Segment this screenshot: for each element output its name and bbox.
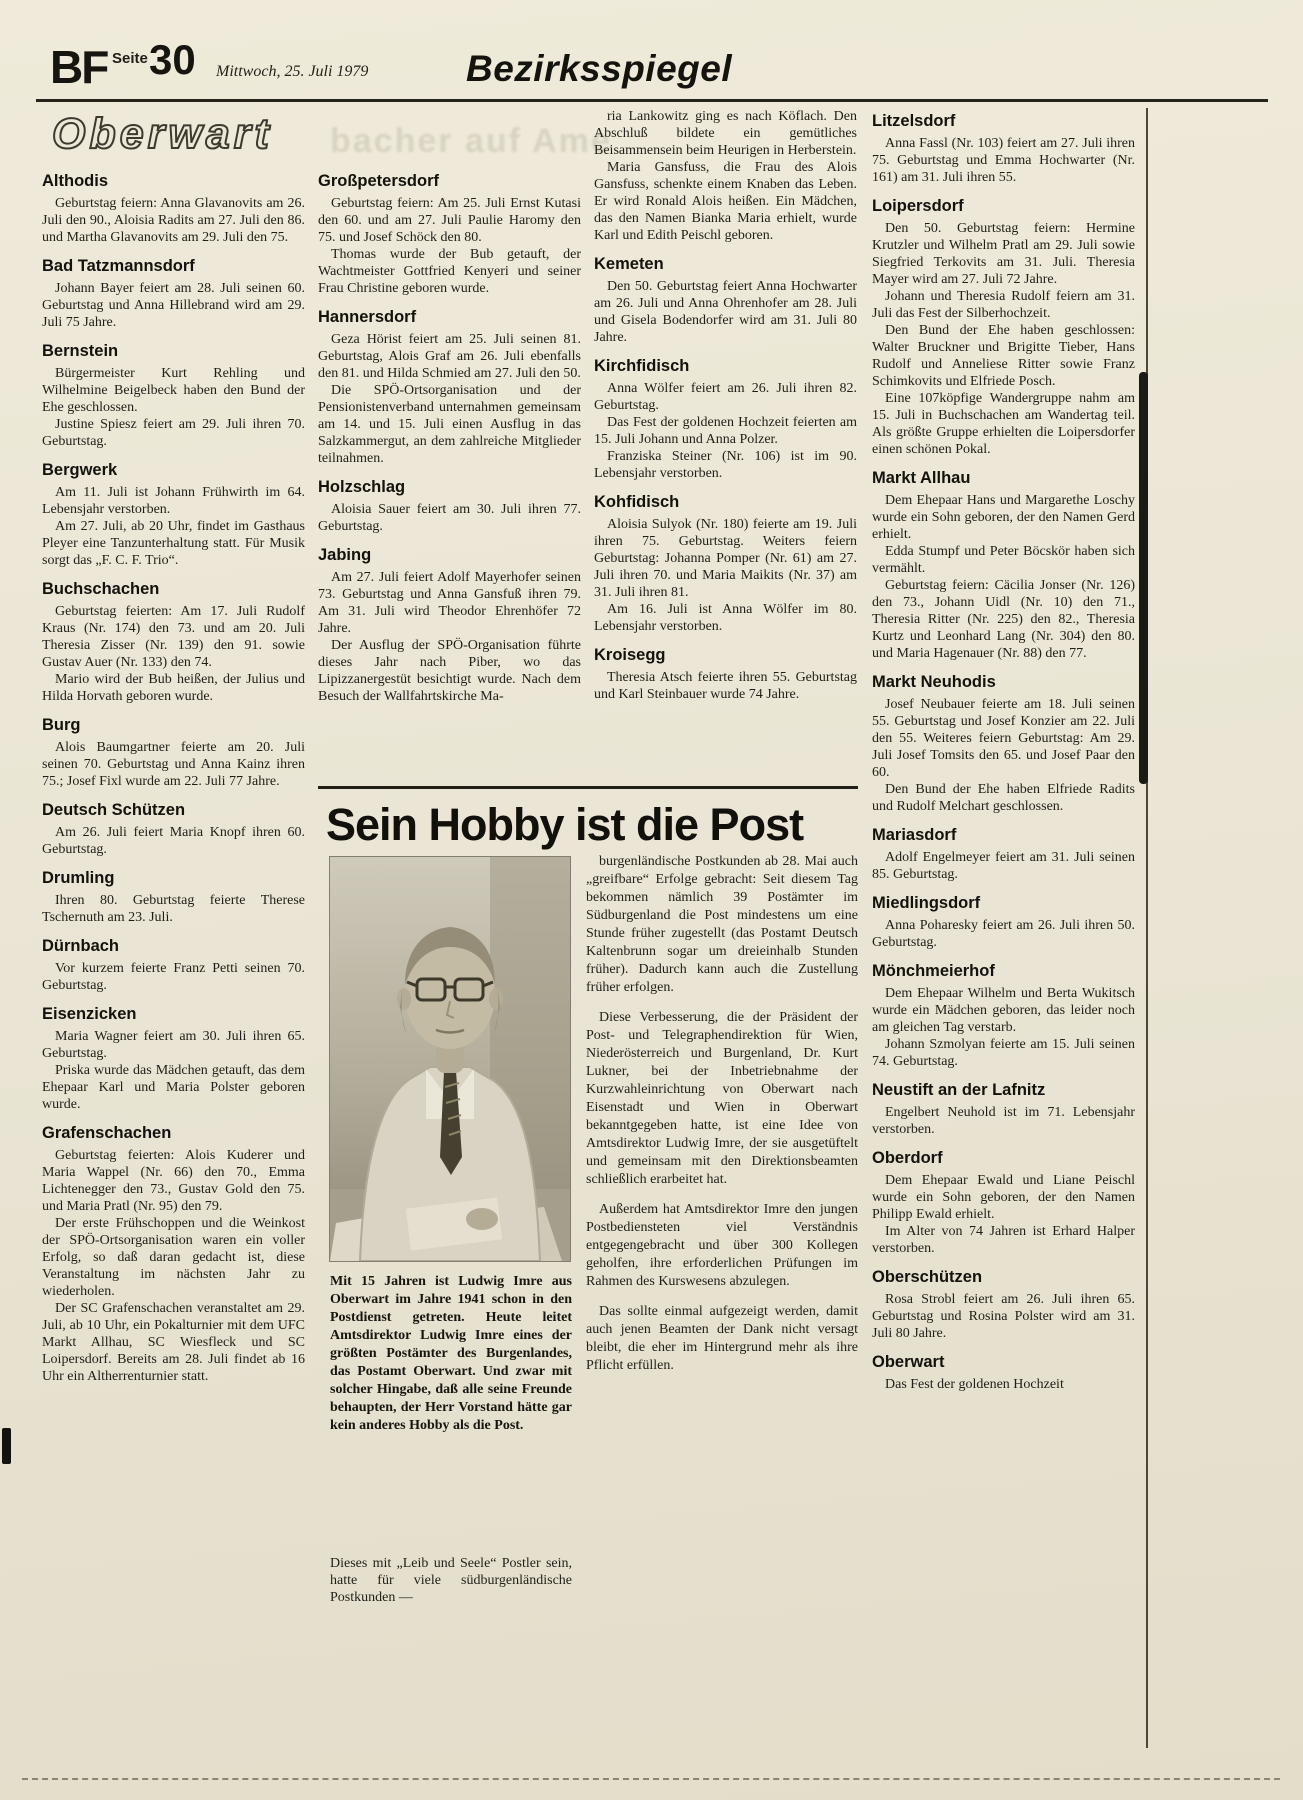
- article-litzelsdorf: [872, 112, 1135, 186]
- article-paragraph: Alois Baumgartner feierte am 20. Juli seinen 70. Geburtstag und Anna Kainz ihren 75.; Josef Fixl wurde am 22. Juli 77 Jahre.: [42, 740, 305, 789]
- article-title: Mönchmeierhof: [872, 962, 995, 980]
- article-title: Litzelsdorf: [872, 112, 956, 130]
- article-buchschachen: [42, 580, 305, 705]
- column-3: [594, 108, 857, 782]
- article-title: Neustift an der Lafnitz: [872, 1081, 1046, 1099]
- article-title: Loipersdorf: [872, 197, 964, 215]
- article-paragraph: Den 50. Geburtstag feiert Anna Hochwarter am 26. Juli und Anna Ohrenhofer am 28. Juli und Gisela Bodendorfer wird am 31. Juli 80 Jahre.: [594, 279, 857, 345]
- article-mariasdorf: [872, 826, 1135, 883]
- section-title: Bezirksspiegel: [466, 48, 733, 89]
- article-paragraph: Geburtstag feierten: Alois Kuderer und Maria Wappel (Nr. 66) den 70., Emma Lichtenegger den 73., Gustav Gold den 75. und Maria Pratl (Nr. 95) den 79.: [42, 1148, 305, 1214]
- article-title: Oberwart: [872, 1353, 945, 1371]
- article-paragraph: Geza Hörist feiert am 25. Juli seinen 81. Geburtstag, Alois Graf am 26. Juli ebenfalls den 81. und Hilda Schmied am 27. Juli den 50.: [318, 332, 581, 381]
- article-neustift-an-der-lafnitz: [872, 1081, 1135, 1138]
- article-title: Drumling: [42, 869, 115, 887]
- article-paragraph: Den Bund der Ehe haben geschlossen: Walter Bruckner und Brigitte Tieber, Hans Rudolf und Anneliese Ritter sowie Franz Schimkovits und Elfriede Posch.: [872, 323, 1135, 389]
- article-title: Burg: [42, 716, 81, 734]
- article-oberwart: [872, 1353, 1135, 1393]
- article-paragraph: Am 26. Juli feiert Maria Knopf ihren 60. Geburtstag.: [42, 825, 305, 857]
- article-paragraph: Ihren 80. Geburtstag feierte Therese Tschernuth am 23. Juli.: [42, 893, 305, 925]
- article-kroisegg: [594, 646, 857, 703]
- article-paragraph: Geburtstag feiern: Anna Glavanovits am 26. Juli den 90., Aloisia Radits am 27. Juli den 86. und Martha Glavanovits am 29. Juli den 75.: [42, 196, 305, 245]
- column-rule: [1146, 108, 1148, 1748]
- article-gro-petersdorf: [318, 172, 581, 297]
- column-2: [318, 172, 581, 782]
- article-deutsch-sch-tzen: [42, 801, 305, 858]
- article-paragraph: Thomas wurde der Bub getauft, der Wachtmeister Gottfried Kenyeri und seiner Frau Christine geboren wurde.: [318, 247, 581, 296]
- article-hannersdorf: [318, 308, 581, 467]
- article-paragraph: Dem Ehepaar Hans und Margarethe Loschy wurde ein Sohn geboren, der den Namen Gerd erhielt.: [872, 493, 1135, 542]
- article-d-rnbach: [42, 937, 305, 994]
- article-markt-allhau: [872, 469, 1135, 662]
- article-paragraph: Justine Spiesz feiert am 29. Juli ihren 70. Geburtstag.: [42, 417, 305, 449]
- article-paragraph: Im Alter von 74 Jahren ist Erhard Halper verstorben.: [872, 1224, 1135, 1256]
- article-paragraph: Anna Wölfer feiert am 26. Juli ihren 82. Geburtstag.: [594, 381, 857, 413]
- article-paragraph: Die SPÖ-Ortsorganisation und der Pensionistenverband unternahmen gemeinsam am 14. und 15. Juli einen Ausflug in das Salzkammergut, an dem zahlreiche Mitglieder teilnahmen.: [318, 383, 581, 466]
- article-paragraph: Engelbert Neuhold ist im 71. Lebensjahr verstorben.: [872, 1105, 1135, 1137]
- article-title: Dürnbach: [42, 937, 120, 955]
- portrait-photo: [330, 857, 570, 1261]
- photo-caption-paragraph: Mit 15 Jahren ist Ludwig Imre aus Oberwart im Jahre 1941 schon in den Postdienst getreten. Heute leitet Amtsdirektor Ludwig Imre eines der größten Postämter des Burgenlandes, das Postamt Oberwart. Und zwar mit solcher Hingabe, daß alle seine Freunde behaupten, der Herr Vorstand hätte gar kein anderes Hobby als die Post.: [330, 1274, 572, 1433]
- article-holzschlag: [318, 478, 581, 535]
- article-paragraph: Dieses mit „Leib und Seele“ Postler sein, hatte für viele südburgenländische Postkunden —: [330, 1556, 572, 1605]
- article-paragraph: Eine 107köpfige Wandergruppe nahm am 15. Juli in Buchschachen am Wandertag teil. Als größte Gruppe erhielten die Loipersdorfer einen schönen Pokal.: [872, 391, 1135, 457]
- feature-article: [318, 786, 858, 1656]
- article-paragraph: Johann Szmolyan feierte am 15. Juli seinen 74. Geburtstag.: [872, 1037, 1135, 1069]
- article-oberdorf: [872, 1149, 1135, 1257]
- article-obersch-tzen: [872, 1268, 1135, 1342]
- article-miedlingsdorf: [872, 894, 1135, 951]
- article-paragraph: Das sollte einmal aufgezeigt werden, damit auch jenen Beamten der Dank nicht versagt bleibt, die eher im Hintergrund mehr als ihre Pflicht erfüllen.: [586, 1304, 858, 1373]
- article-paragraph: Geburtstag feiern: Cäcilia Jonser (Nr. 126) den 73., Johann Uidl (Nr. 10) den 71., Theresia Ritter (Nr. 225) den 82., Theresia Kurtz und Leonhard Lang (Nr. 304) den 80. und Maria Hagenauer (Nr. 88) den 77.: [872, 578, 1135, 661]
- article-title: Deutsch Schützen: [42, 801, 186, 819]
- article-paragraph: Am 27. Juli feiert Adolf Mayerhofer seinen 73. Geburtstag und Anna Gansfuß ihren 79. Am 31. Juli wird Theodor Ehrenhöfer 72 Jahre.: [318, 570, 581, 636]
- article-paragraph: Dem Ehepaar Wilhelm und Berta Wukitsch wurde ein Mädchen geboren, das leider noch am gleichen Tag verstarb.: [872, 986, 1135, 1035]
- article-paragraph: Anna Poharesky feiert am 26. Juli ihren 50. Geburtstag.: [872, 918, 1135, 950]
- article-paragraph: Außerdem hat Amtsdirektor Imre den jungen Postbediensteten viel Verständnis entgegengebracht und über 300 Kollegen geholfen, ihre erforderlichen Prüfungen im Rahmen des Kurswesens abzulegen.: [586, 1202, 858, 1289]
- article-title: Bad Tatzmannsdorf: [42, 257, 195, 275]
- article-paragraph: Dem Ehepaar Ewald und Liane Peischl wurde ein Sohn geboren, der den Namen Philipp Ewald erhielt.: [872, 1173, 1135, 1222]
- article-paragraph: Maria Gansfuss, die Frau des Alois Gansfuss, schenkte einem Knaben das Leben. Er wird Ronald Alois heißen. Ein Mädchen, das den Namen Bianka Maria erhielt, wurde Karl und Edith Peischl geboren.: [594, 160, 857, 243]
- article-paragraph: Der Ausflug der SPÖ-Organisation führte dieses Jahr nach Piber, wo das Lipizzanergestüt besichtigt wurde. Nach dem Besuch der Wallfahrtskirche Ma-: [318, 638, 581, 704]
- article-title: Oberdorf: [872, 1149, 943, 1167]
- article-paragraph: Maria Wagner feiert am 30. Juli ihren 65. Geburtstag.: [42, 1029, 305, 1061]
- article-paragraph: Aloisia Sulyok (Nr. 180) feierte am 19. Juli ihren 75. Geburtstag. Weiters feiern Geburtstag: Johanna Pomper (Nr. 61) am 27. Juli ihren 70. und Maria Maikits (Nr. 37) am 31. Juli ihren 81.: [594, 517, 857, 600]
- page-cut-line: [22, 1778, 1280, 1780]
- article-paragraph: ria Lankowitz ging es nach Köflach. Den Abschluß bildete ein gemütliches Beisammensein beim Heurigen in Herberstein.: [594, 109, 857, 158]
- article-bad-tatzmannsdorf: [42, 257, 305, 331]
- article-paragraph: Franziska Steiner (Nr. 106) ist im 90. Lebensjahr verstorben.: [594, 449, 857, 481]
- article-paragraph: Vor kurzem feierte Franz Petti seinen 70. Geburtstag.: [42, 961, 305, 993]
- article-title: Miedlingsdorf: [872, 894, 981, 912]
- article-paragraph: Rosa Strobl feiert am 26. Juli ihren 65. Geburtstag und Rosina Polster wird am 31. Juli 80 Jahre.: [872, 1292, 1135, 1341]
- scan-artifact-mark: [2, 1428, 11, 1464]
- article-paragraph: Bürgermeister Kurt Rehling und Wilhelmine Beigelbeck haben den Bund der Ehe geschlossen.: [42, 366, 305, 415]
- header-rule: [36, 99, 1268, 102]
- article-paragraph: Johann Bayer feiert am 28. Juli seinen 60. Geburtstag und Anna Hillebrand wird am 29. Juli 75 Jahre.: [42, 281, 305, 330]
- article-althodis: [42, 172, 305, 246]
- article-paragraph: Am 11. Juli ist Johann Frühwirth im 64. Lebensjahr verstorben.: [42, 485, 305, 517]
- article-title: Holzschlag: [318, 478, 406, 496]
- article-loipersdorf: [872, 197, 1135, 458]
- page-label: Seite: [112, 50, 148, 67]
- article-title: Bernstein: [42, 342, 119, 360]
- article-paragraph: Mario wird der Bub heißen, der Julius und Hilda Horvath geboren wurde.: [42, 672, 305, 704]
- paper-logo: BF: [50, 41, 108, 93]
- column-4: [872, 112, 1135, 1762]
- article-paragraph: Priska wurde das Mädchen getauft, das dem Ehepaar Karl und Maria Polster geboren wurde.: [42, 1063, 305, 1112]
- article-paragraph: Anna Fassl (Nr. 103) feiert am 27. Juli ihren 75. Geburtstag und Emma Hochwarter (Nr. 161) am 31. Juli ihren 55.: [872, 136, 1135, 185]
- article-title: Kemeten: [594, 255, 664, 273]
- article-paragraph: Am 16. Juli ist Anna Wölfer im 80. Lebensjahr verstorben.: [594, 602, 857, 634]
- article-title: Buchschachen: [42, 580, 160, 598]
- portrait-photo-graphic: [330, 857, 570, 1261]
- article-paragraph: Den Bund der Ehe haben Elfriede Radits und Rudolf Melchart geschlossen.: [872, 782, 1135, 814]
- article-title: Kirchfidisch: [594, 357, 690, 375]
- article-paragraph: Geburtstag feierten: Am 17. Juli Rudolf Kraus (Nr. 174) den 73. und am 20. Juli Theresia Zisser (Nr. 139) den 91. sowie Gustav Auer (Nr. 133) den 74.: [42, 604, 305, 670]
- article-title: Mariasdorf: [872, 826, 957, 844]
- article-paragraph: Josef Neubauer feierte am 18. Juli seinen 55. Geburtstag und Josef Konzier am 22. Juli den 55. Weiteres feiern Geburtstag: Am 29. Juli Josef Tomsits den 65. und Josef Paar den 60.: [872, 697, 1135, 780]
- article-paragraph: Geburtstag feiern: Am 25. Juli Ernst Kutasi den 60. und am 27. Juli Paulie Haromy den 75. und Josef Schöck den 80.: [318, 196, 581, 245]
- article-m-nchmeierhof: [872, 962, 1135, 1070]
- article-paragraph: Adolf Engelmeyer feiert am 31. Juli seinen 85. Geburtstag.: [872, 850, 1135, 882]
- article-paragraph: Am 27. Juli, ab 20 Uhr, findet im Gasthaus Pleyer eine Tanzunterhaltung statt. Für Musik sorgt das „F. C. F. Trio“.: [42, 519, 305, 568]
- article-title: Hannersdorf: [318, 308, 417, 326]
- article-paragraph: Diese Verbesserung, die der Präsident der Post- und Telegraphendirektion für Wien, Niederösterreich und Burgenland, Dr. Kurt Lukner, bei der Inbetriebnahme der Kurzwahleinrichtung von Oberwart nach Eisenstadt und Wien in Oberwart bekanntgegeben hatte, ist eine Idee von Amtsdirektor Ludwig Imre, der sie ausgetüftelt und gemeinsam mit den Direktionsbeamten schließlich erarbeitet hat.: [586, 1010, 858, 1187]
- article-paragraph: Theresia Atsch feierte ihren 55. Geburtstag und Karl Steinbauer wurde 74 Jahre.: [594, 670, 857, 702]
- article-title: Kroisegg: [594, 646, 666, 664]
- article-title: Markt Allhau: [872, 469, 971, 487]
- article-paragraph: Das Fest der goldenen Hochzeit: [885, 1377, 1064, 1392]
- article-bergwerk: [42, 461, 305, 569]
- article-paragraph: Den 50. Geburtstag feiern: Hermine Krutzler und Wilhelm Pratl am 29. Juli sowie Siegfried Terkovits am 31. Juli. Theresia Mayer wird am 27. Juli 72 Jahre.: [872, 221, 1135, 287]
- article-burg: [42, 716, 305, 790]
- article-bernstein: [42, 342, 305, 450]
- article-grafenschachen: [42, 1124, 305, 1385]
- article-title: Eisenzicken: [42, 1005, 137, 1023]
- column-1: [42, 172, 305, 1760]
- article-title: Großpetersdorf: [318, 172, 440, 190]
- feature-caption-continuation: [330, 1555, 572, 1606]
- issue-date: Mittwoch, 25. Juli 1979: [216, 63, 369, 80]
- article-eisenzicken: [42, 1005, 305, 1113]
- article-paragraph: Der erste Frühschoppen und die Weinkost der SPÖ-Ortsorganisation waren ein voller Erfolg, so daß daran gedacht ist, diese Veranstaltung im nächsten Jahr zu wiederholen.: [42, 1216, 305, 1299]
- article-title: Jabing: [318, 546, 372, 564]
- feature-body: [586, 853, 858, 1387]
- article-title: Kohfidisch: [594, 493, 680, 511]
- bleed-through-text: bacher auf Ame: [330, 122, 612, 160]
- article-kemeten: [594, 255, 857, 346]
- article-kirchfidisch: [594, 357, 857, 482]
- article-title: Markt Neuhodis: [872, 673, 996, 691]
- article-paragraph: Das Fest der goldenen Hochzeit feierten am 15. Juli Johann und Anna Polzer.: [594, 415, 857, 447]
- article-continuation: [594, 108, 857, 244]
- article-paragraph: Aloisia Sauer feiert am 30. Juli ihren 77. Geburtstag.: [318, 502, 581, 534]
- feature-headline: Sein Hobby ist die Post: [326, 799, 804, 850]
- article-title: Althodis: [42, 172, 108, 190]
- region-title: Oberwart: [52, 110, 273, 158]
- feature-photo-caption: [330, 1273, 572, 1445]
- article-jabing: [318, 546, 581, 705]
- article-title: Oberschützen: [872, 1268, 983, 1286]
- article-kohfidisch: [594, 493, 857, 635]
- article-paragraph: Edda Stumpf und Peter Böcskör haben sich vermählt.: [872, 544, 1135, 576]
- article-paragraph: Johann und Theresia Rudolf feiern am 31. Juli das Fest der Silberhochzeit.: [872, 289, 1135, 321]
- article-drumling: [42, 869, 305, 926]
- scan-artifact-bar: [1139, 372, 1148, 784]
- article-title: Bergwerk: [42, 461, 118, 479]
- article-paragraph: Der SC Grafenschachen veranstaltet am 29. Juli, ab 10 Uhr, ein Pokalturnier mit dem UFC Markt Allhau, SC Wiesfleck und SC Loipersdorf. Bereits am 28. Juli findet ab 16 Uhr ein Altherrenturnier statt.: [42, 1301, 305, 1384]
- article-title: Grafenschachen: [42, 1124, 172, 1142]
- page-number: 30: [149, 36, 196, 83]
- article-paragraph: burgenländische Postkunden ab 28. Mai auch „greifbare“ Erfolge gebracht: Seit diesem Tag bekommen nämlich 39 Postämter im Südburgenland die Post mindestens um eine Stunde früher zugestellt (das Postamt Deutsch Kaltenbrunn sogar um dreieinhalb Stunden früher). Dadurch kann auch die Zustellung früher erfolgen.: [586, 854, 858, 995]
- article-markt-neuhodis: [872, 673, 1135, 815]
